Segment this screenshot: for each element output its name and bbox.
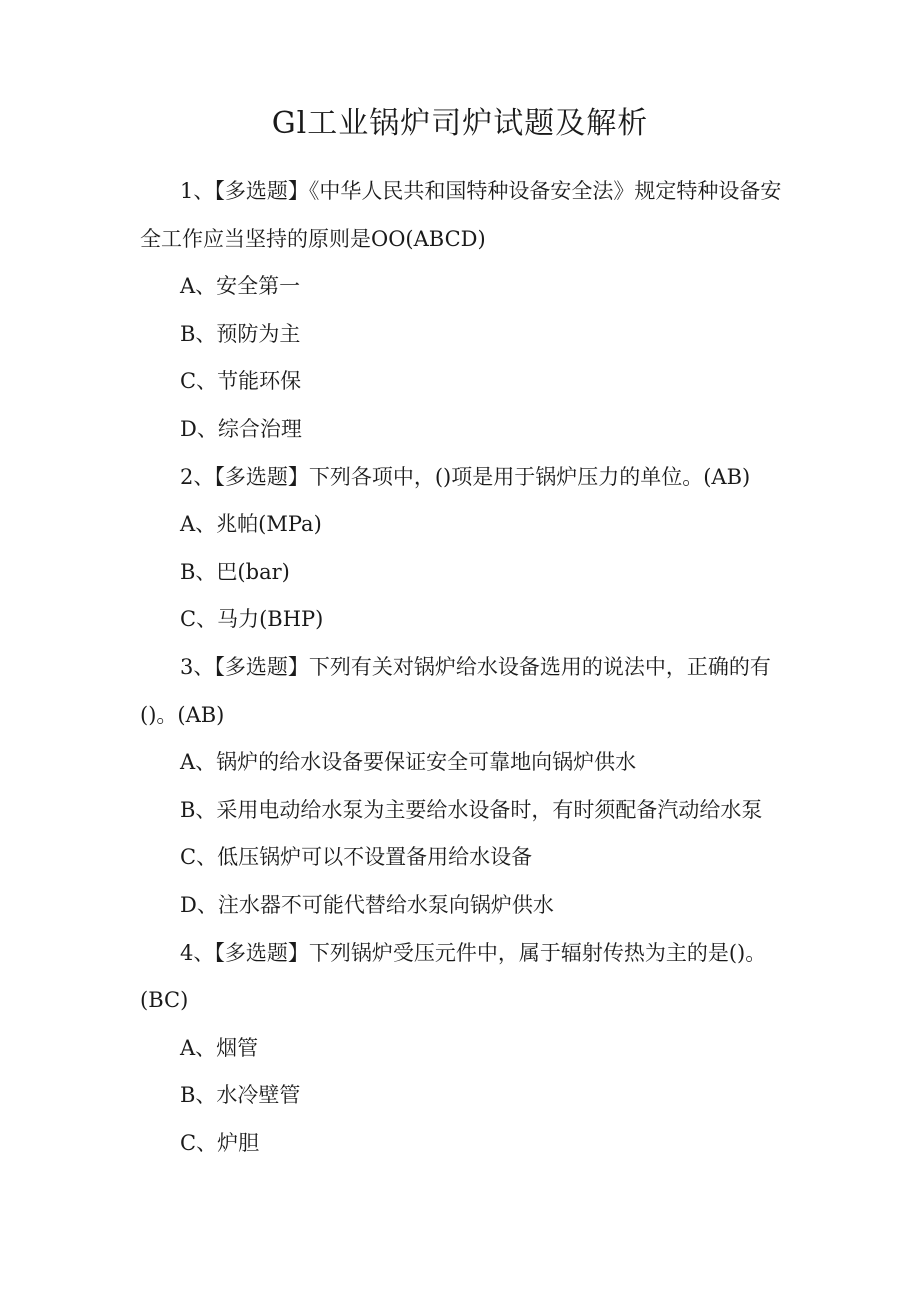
option-item: A、兆帕(MPa): [180, 512, 322, 537]
option-item: A、锅炉的给水设备要保证安全可靠地向锅炉供水: [180, 750, 637, 775]
option-item: C、节能环保: [180, 369, 302, 394]
option-item: B、巴(bar): [180, 559, 290, 584]
option-item: C、马力(BHP): [180, 607, 324, 632]
option-item: B、采用电动给水泵为主要给水设备时，有时须配备汽动给水泵: [180, 797, 763, 822]
option-item: C、低压锅炉可以不设置备用给水设备: [180, 845, 533, 870]
question-text: 1、【多选题】《中华人民共和国特种设备安全法》规定特种设备安全工作应当坚持的原则是OO(ABCD): [140, 179, 782, 251]
option-item: B、预防为主: [180, 321, 301, 346]
option-item: A、烟管: [180, 1035, 259, 1060]
question-list: [140, 168, 790, 1167]
option-item: C、炉胆: [180, 1130, 260, 1155]
document-title: Gl工业锅炉司炉试题及解析: [271, 106, 649, 141]
option-item: D、综合治理: [180, 416, 302, 441]
question-4: [140, 930, 790, 1168]
question-text: 4、【多选题】下列锅炉受压元件中，属于辐射传热为主的是()。(BC): [140, 940, 767, 1013]
question-text: 3、【多选题】下列有关对锅炉给水设备选用的说法中，正确的有()。(AB): [140, 654, 771, 727]
option-item: A、安全第一: [180, 274, 301, 299]
question-1: [140, 168, 790, 454]
option-item: D、注水器不可能代替给水泵向锅炉供水: [180, 892, 554, 917]
question-3: [140, 644, 790, 930]
option-item: B、水冷壁管: [180, 1083, 301, 1108]
question-2: [140, 454, 790, 644]
question-text: 2、【多选题】下列各项中，()项是用于锅炉压力的单位。(AB): [180, 464, 751, 489]
